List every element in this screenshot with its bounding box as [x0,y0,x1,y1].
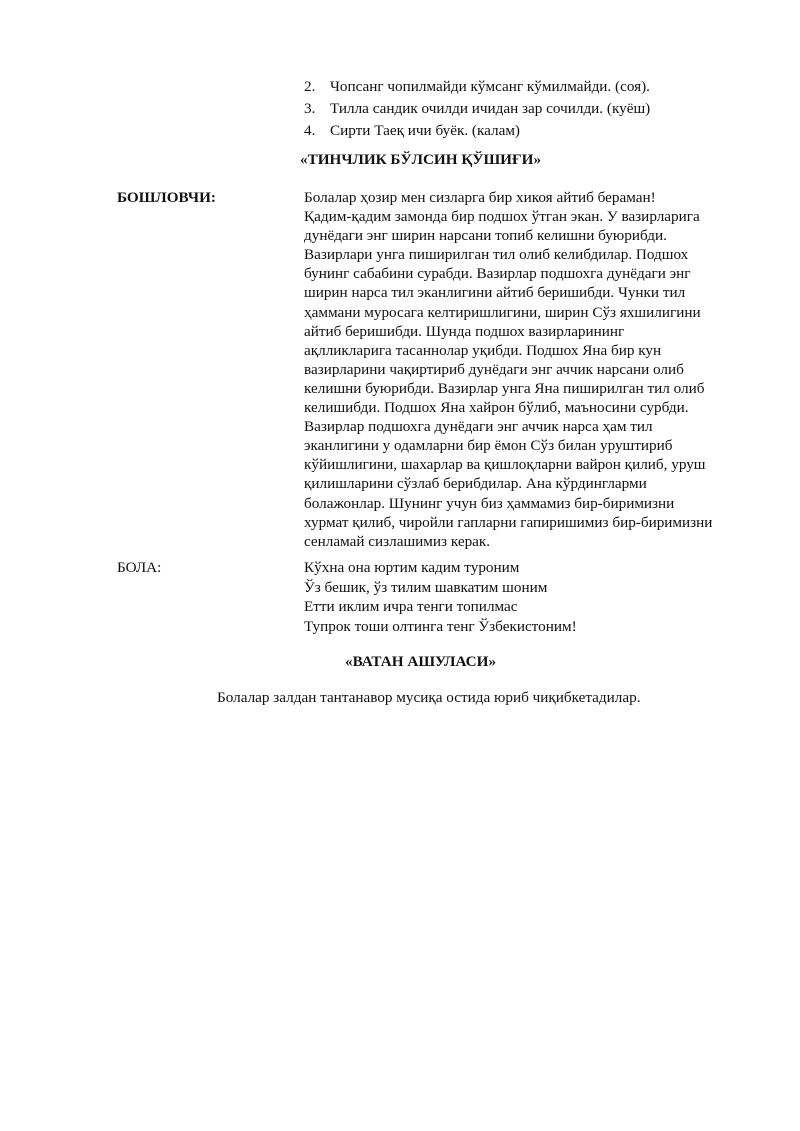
list-item [304,120,650,142]
text-line: сенламай сизлашимиз керак. [304,532,491,550]
list-item [304,76,650,98]
list-item [304,98,650,120]
poem-line: Етти иклим ичра тенги топилмас [304,598,518,615]
text-line: Қадим-қадим замонда бир подшох ўтган экан. У вазирларига [304,208,700,226]
speaker-label-host: БОШЛОВЧИ: [117,189,216,206]
text-line: ширин нарса тил эканлигини айтиб беришибди. Чунки тил [304,284,686,302]
list-number: 3. [304,100,316,117]
list-number: 4. [304,122,316,139]
song-title-homeland: «ВАТАН АШУЛАСИ» [345,653,497,670]
text-line: дунёдаги энг ширин нарсани топиб келишни буюрибди. [304,227,667,245]
list-number: 2. [304,78,316,95]
riddle-list [304,76,650,142]
poem-line: Ўз бешик, ўз тилим шавкатим шоним [304,578,548,596]
text-line: келишни буюрибди. Вазирлар унга Яна пиширилган тил олиб [304,379,705,397]
text-line: эканлигини у одамларни бир ёмон Сўз билан уруштириб [304,437,673,455]
speaker-label-child: БОЛА: [117,559,162,576]
poem-line: Кўхна она юртим кадим туроним [304,559,520,576]
child-poem [304,558,577,636]
text-line: Вазирлар подшохга дунёдаги энг аччик нарса ҳам тил [304,418,653,436]
text-line: бунинг сабабини сурабди. Вазирлар подшохга дунёдаги энг [304,265,691,283]
closing-stage-direction: Болалар залдан тантанавор мусиқа остида юриб чиқибкетадилар. [217,689,641,706]
poem-line: Тупрок тоши олтинга тенг Ўзбекистоним! [304,617,577,635]
riddle-text: Чопсанг чопилмайди кўмсанг кўмилмайди. (соя). [330,78,650,95]
text-line: келишибди. Подшох Яна хайрон бўлиб, маъносини сурбди. [304,399,689,417]
song-title-peace: «ТИНЧЛИК БЎЛСИН ҚЎШИҒИ» [300,151,542,168]
text-line: вазирларини чақиртириб дунёдаги энг аччик нарсани олиб [304,360,684,378]
text-line: ҳаммани муросага келтиришлигини, ширин Сўз яхшилигини [304,303,701,321]
riddle-text: Тилла сандик очилди ичидан зар сочилди. (куёш) [330,100,651,117]
text-line: қилишларини сўзлаб берибдилар. Ана кўрдингларми [304,475,647,493]
riddle-text: Сирти Таеқ ичи буёк. (калам) [330,122,520,139]
host-story-paragraph [304,188,744,551]
text-line: Вазирлари унга пиширилган тил олиб келибдилар. Подшох [304,246,689,264]
text-line: хурмат қилиб, чиройли гапларни гапиришимиз бир-биримизни [304,513,713,531]
text-line: болажонлар. Шунинг учун биз ҳаммамиз бир-биримизни [304,494,675,512]
text-line: ақлликларига тасаннолар уқибди. Подшох Яна бир кун [304,341,662,359]
text-line: айтиб беришибди. Шунда подшох вазирларининг [304,322,625,340]
text-line: кўйишлигини, шахарлар ва қишлоқларни вайрон қилиб, уруш [304,456,706,474]
text-line: Болалар ҳозир мен сизларга бир хикоя айтиб бераман! [304,189,656,206]
